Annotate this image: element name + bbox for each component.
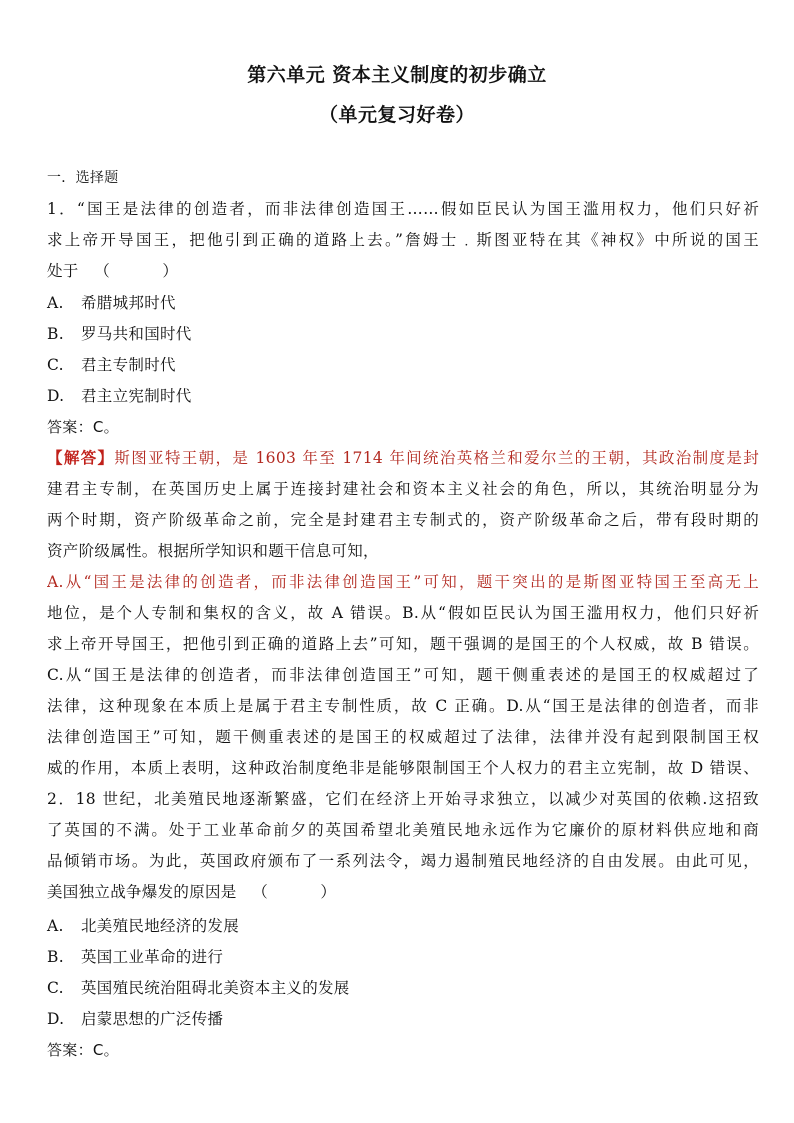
option-letter: A. bbox=[47, 294, 64, 312]
option-text: 罗马共和国时代 bbox=[81, 325, 192, 343]
option-text: 君主专制时代 bbox=[81, 356, 176, 374]
option-letter: C. bbox=[47, 356, 64, 374]
question-1-explanation-line-1 bbox=[47, 447, 759, 469]
option-letter: D. bbox=[47, 1010, 65, 1028]
question-1-explanation-line-4: 资产阶级属性。根据所学知识和题干信息可知， bbox=[47, 542, 379, 560]
question-1-explanation-line-6: 地位，是个人专制和集权的含义，故 A 错误。B.从“假如臣民认为国王滥用权力，他们只好祈 bbox=[47, 604, 759, 622]
question-2-answer: 答案：C。 bbox=[47, 1041, 119, 1059]
question-1-explanation-line-5: A.从“国王是法律的创造者，而非法律创造国王”可知，题干突出的是斯图亚特国王至高无上 bbox=[47, 573, 759, 591]
option-text: 希腊城邦时代 bbox=[81, 294, 176, 312]
question-2-option-a bbox=[47, 915, 759, 937]
question-1-explanation-line-3: 两个时期，资产阶级革命之前，完全是封建君主专制式的，资产阶级革命之后，带有段时期的 bbox=[47, 511, 759, 529]
question-1-option-a bbox=[47, 292, 759, 314]
question-1-option-d bbox=[47, 385, 759, 407]
option-letter: C. bbox=[47, 979, 64, 997]
question-1-line-1: 1．“国王是法律的创造者，而非法律创造国王……假如臣民认为国王滥用权力，他们只好祈 bbox=[47, 200, 759, 218]
question-1-explanation-line-10: 法律创造国王”可知，题干侧重表述的是国王的权威超过了法律，法律并没有起到限制国王权 bbox=[47, 728, 759, 746]
option-letter: A. bbox=[47, 917, 64, 935]
option-text: 英国殖民统治阻碍北美资本主义的发展 bbox=[81, 979, 350, 997]
option-letter: D. bbox=[47, 387, 65, 405]
question-1-explanation-line-9: 法律，这种现象在本质上是属于君主专制性质，故 C 正确。D.从“国王是法律的创造者，而非 bbox=[47, 697, 759, 715]
question-1-explanation-line-8: C.从“国王是法律的创造者，而非法律创造国王”可知，题干侧重表述的是国王的权威超过了 bbox=[47, 666, 759, 684]
question-1-answer: 答案：C。 bbox=[47, 418, 119, 436]
question-2-line-2: 了英国的不满。处于工业革命前夕的英国希望北美殖民地永远作为它廉价的原材料供应地和商 bbox=[47, 821, 759, 839]
option-text: 英国工业革命的进行 bbox=[81, 948, 224, 966]
question-1-option-c bbox=[47, 354, 759, 376]
question-1-explanation-line-11: 威的作用，本质上表明，这种政治制度绝非是能够限制国王个人权力的君主立宪制，故 D 错误、 bbox=[47, 759, 759, 777]
page-title: 第六单元 资本主义制度的初步确立 bbox=[247, 64, 547, 86]
option-text: 君主立宪制时代 bbox=[81, 387, 192, 405]
section-heading: 一．选择题 bbox=[47, 170, 119, 186]
option-letter: B. bbox=[47, 948, 64, 966]
question-1-explanation-line-2: 建君主专制，在英国历史上属于连接封建社会和资本主义社会的角色，所以，其统治明显分为 bbox=[47, 480, 759, 498]
question-2-option-d bbox=[47, 1008, 759, 1030]
option-text: 北美殖民地经济的发展 bbox=[81, 917, 240, 935]
question-1-line-3: 处于 （ ） bbox=[47, 262, 179, 280]
explanation-text: 斯图亚特王朝，是 1603 年至 1714 年间统治英格兰和爱尔兰的王朝，其政治制度是封 bbox=[114, 449, 759, 467]
question-1-option-b bbox=[47, 323, 759, 345]
question-2-option-c bbox=[47, 977, 759, 999]
option-text: 启蒙思想的广泛传播 bbox=[81, 1010, 224, 1028]
question-2-line-1: 2．18 世纪，北美殖民地逐渐繁盛，它们在经济上开始寻求独立，以减少对英国的依赖.这招致 bbox=[47, 790, 759, 808]
explanation-label: 【解答】 bbox=[47, 448, 115, 467]
question-1-line-2: 求上帝开导国王，把他引到正确的道路上去。”詹姆士﹒斯图亚特在其《神权》中所说的国王 bbox=[47, 231, 759, 249]
page-subtitle: （单元复习好卷） bbox=[318, 104, 475, 126]
option-letter: B. bbox=[47, 325, 64, 343]
question-2-line-4: 美国独立战争爆发的原因是 （ ） bbox=[47, 883, 337, 901]
question-1-explanation-line-7: 求上帝开导国王，把他引到正确的道路上去”可知，题干强调的是国王的个人权威，故 B 错误。 bbox=[47, 635, 759, 653]
question-2-option-b bbox=[47, 946, 759, 968]
question-2-line-3: 品倾销市场。为此，英国政府颁布了一系列法令，竭力遏制殖民地经济的自由发展。由此可见， bbox=[47, 852, 759, 870]
